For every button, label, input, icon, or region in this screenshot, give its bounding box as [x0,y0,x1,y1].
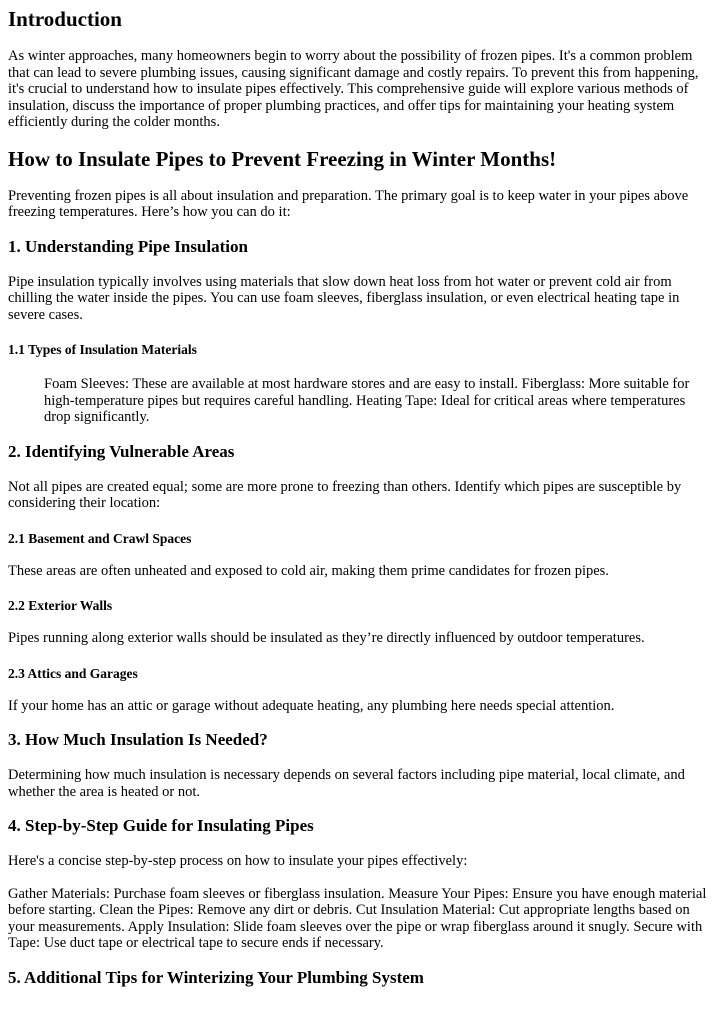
section-2-3-paragraph: If your home has an attic or garage without adequate heating, any plumbing here needs special attention. [8,697,615,714]
section-1-1-heading: 1.1 Types of Insulation Materials [8,342,197,357]
section-1-heading: 1. Understanding Pipe Insulation [8,236,248,256]
section-1-paragraph: Pipe insulation typically involves using materials that slow down heat loss from hot water or prevent cold air from chilling the water inside the pipes. You can use foam sleeves, fiberglass insulation, or even electrical heating tape in severe cases. [8,273,680,323]
section-2-paragraph: Not all pipes are created equal; some are more prone to freezing than others. Identify which pipes are susceptible by considering their location: [8,478,682,511]
section-2-2-heading: 2.2 Exterior Walls [8,598,113,613]
section-5-heading: 5. Additional Tips for Winterizing Your Plumbing System [8,967,424,987]
article [0,6,720,989]
section-4-heading: 4. Step-by-Step Guide for Insulating Pipes [8,816,314,835]
section-4-paragraph-steps: Gather Materials: Purchase foam sleeves or fiberglass insulation. Measure Your Pipes: Ensure you have enough material before starting. Clean the Pipes: Remove any dirt or debris. Cut Insulation Material: Cut appropriate lengths based on your measurements. Apply Insulation: Slide foam sleeves over the pipe or wrap fiberglass around it snugly. Secure with Tape: Use duct tape or electrical tape to secure ends if necessary. [8,885,707,951]
section-2-1-heading: 2.1 Basement and Crawl Spaces [8,530,192,546]
main-paragraph: Preventing frozen pipes is all about insulation and preparation. The primary goal is to keep water in your pipes above freezing temperatures. Here’s how you can do it: [8,187,689,220]
section-3-heading: 3. How Much Insulation Is Needed? [8,730,268,749]
section-2-3-heading: 2.3 Attics and Garages [8,665,138,681]
section-3-paragraph: Determining how much insulation is necessary depends on several factors including pipe material, local climate, and whether the area is heated or not. [8,767,685,800]
section-2-2-paragraph: Pipes running along exterior walls should be insulated as they’re directly influenced by outdoor temperatures. [8,630,645,646]
section-1-1-quote: Foam Sleeves: These are available at most hardware stores and are easy to install. Fiberglass: More suitable for high-temperature pipes but requires careful handling. Heating Tape: Ideal for critical areas where temperatures drop significantly. [44,376,690,425]
main-heading: How to Insulate Pipes to Prevent Freezing in Winter Months! [8,146,557,171]
section-4-paragraph-intro: Here's a concise step-by-step process on how to insulate your pipes effectively: [8,853,468,869]
intro-paragraph: As winter approaches, many homeowners begin to worry about the possibility of frozen pipes. It's a common problem that can lead to severe plumbing issues, causing significant damage and costly repairs. To prevent this from happening, it's crucial to understand how to insulate pipes effectively. This comprehensive guide will explore various methods of insulation, discuss the importance of proper plumbing practices, and offer tips for maintaining your heating system efficiently during the colder months. [8,48,699,130]
section-2-heading: 2. Identifying Vulnerable Areas [8,441,235,461]
section-2-1-paragraph: These areas are often unheated and exposed to cold air, making them prime candidates for frozen pipes. [8,562,609,579]
intro-heading: Introduction [8,7,122,31]
